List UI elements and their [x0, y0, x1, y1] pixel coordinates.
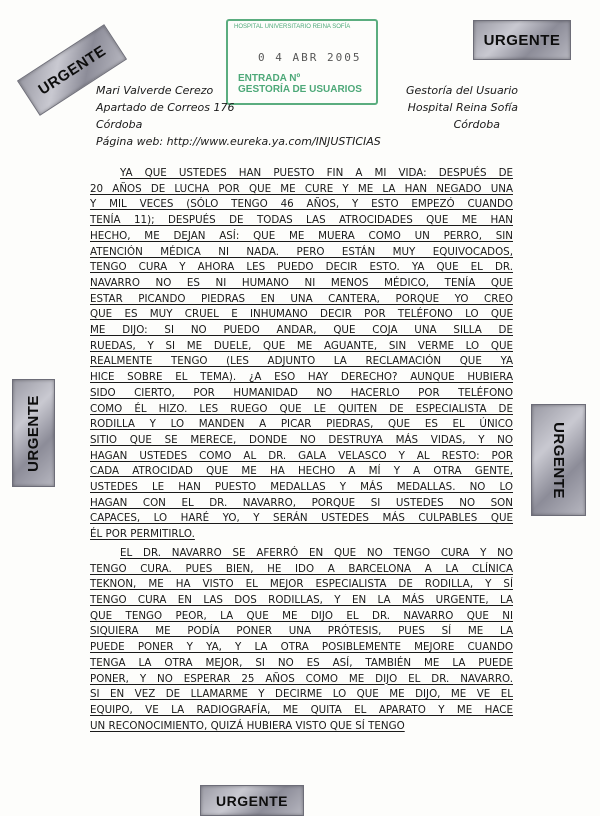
letter-line: TENGO CURA EN LAS DOS RODILLAS, Y EN LA MÁS URGENTE, LA: [90, 593, 513, 606]
letter-paragraph-2: [90, 546, 513, 734]
sender-address: [96, 82, 381, 150]
sender-postbox: Apartado de Correos 176: [96, 101, 235, 114]
letter-line: HECHO, ME DEJAN ASÍ: QUE ME MUERA COMO UN PERRO, SIN: [90, 229, 513, 242]
recipient-line1: Gestoría del Usuario: [406, 84, 518, 97]
recipient-line2: Hospital Reina Sofía: [407, 101, 518, 114]
letter-line: PONER, Y NO ESPERAR 25 AÑOS COMO ME DIJO EL DR. NAVARRO.: [90, 672, 513, 685]
urgente-sticker-bottom: URGENTE: [200, 785, 304, 816]
stamp-entry-line2: GESTORÍA DE USUARIOS: [238, 84, 362, 95]
letter-line: TENGO CURA Y AHORA LES PUEDO DECIR ESTO. YA QUE EL DR.: [90, 261, 513, 274]
letter-paragraph-1: [90, 166, 513, 543]
letter-line: PUEDE PONER Y YA, Y LA OTRA POSIBLEMENTE MEJORE CUANDO: [90, 641, 513, 654]
letter-line: RODILLA Y LO MANDEN A PICAR PIEDRAS, QUE ES EL ÚNICO: [90, 418, 513, 431]
letter-line: SIQUIERA ME PODÍA PONER UNA PRÓTESIS, PUES SÍ ME LA: [90, 625, 513, 638]
sender-city: Córdoba: [96, 118, 143, 131]
stamp-entry-line1: ENTRADA Nº: [238, 73, 301, 84]
letter-line: YA QUE USTEDES HAN PUESTO FIN A MI VIDA: DESPUÉS DE: [120, 167, 513, 179]
letter-line: ME DIJO: SI NO PUEDO ANDAR, QUE COJA UNA SILLA DE: [90, 324, 513, 337]
urgente-sticker-left: URGENTE: [12, 379, 55, 487]
sender-name: Mari Valverde Cerezo: [96, 84, 214, 97]
recipient-address: [398, 82, 518, 133]
letter-line: QUE ES MUY CRUEL E INHUMANO DECIR POR TELÉFONO LO QUE: [90, 308, 513, 321]
letter-line: HICE SOBRE EL TEMA). ¿A ESO HAY DERECHO? AUNQUE HUBIERA: [90, 371, 513, 384]
letter-line: Y MIL VECES (SÓLO TENGO 46 AÑOS, Y ESTO EMPEZÓ CUANDO: [90, 198, 513, 211]
letter-line: SITIO QUE SE MERECE, DONDE NO DESTRUYA MÁS VIDAS, Y NO: [90, 433, 513, 446]
sender-web: Página web: http://www.eureka.ya.com/INJUSTICIAS: [96, 135, 381, 148]
letter-line: COMO ÉL HIZO. LES RUEGO QUE LE QUITEN DE ESPECIALISTA DE: [90, 402, 513, 415]
stamp-header: HOSPITAL UNIVERSITARIO REINA SOFÍA: [234, 24, 351, 30]
letter-line: ESTAR PICANDO PIEDRAS EN UNA CANTERA, PORQUE YO CREO: [90, 292, 513, 305]
letter-line: CADA ATROCIDAD QUE ME HA HECHO A MÍ Y A OTRA GENTE,: [90, 465, 513, 478]
letter-line: TENÍA 11); DESPUÉS DE TODAS LAS ATROCIDADES QUE ME HAN: [90, 214, 513, 227]
letter-line: SIDO CIERTO, POR HUMANIDAD NO HACERLO POR TELÉFONO: [90, 386, 513, 399]
letter-line: UN RECONOCIMIENTO, QUIZÁ HUBIERA VISTO QUE SÍ TENGO: [90, 719, 405, 732]
letter-line: TEKNON, ME HA VISTO EL MEJOR ESPECIALISTA DE RODILLA, Y SÍ: [90, 578, 513, 591]
urgente-sticker-right: URGENTE: [531, 404, 586, 516]
urgente-sticker-top-left: URGENTE: [17, 24, 127, 116]
letter-line: REALMENTE TENGO (LES ADJUNTO LA RECLAMACIÓN QUE YA: [90, 355, 513, 368]
letter-line: USTEDES LE HAN PUESTO MEDALLAS Y MÁS MEDALLAS. NO LO: [90, 481, 513, 494]
letter-line: SI EN VEZ DE LLAMARME Y DECIRME LO QUE ME DIJO, ME VE EL: [90, 688, 513, 701]
stamp-date: 0 4 ABR 2005: [258, 51, 362, 64]
letter-line: HAGAN CON EL DR. NAVARRO, PORQUE SI USTEDES NO SON: [90, 496, 513, 509]
letter-line: CAPACES, LO HARÉ YO, Y SERÁN USTEDES MÁS CULPABLES QUE: [90, 512, 513, 525]
letter-line: NAVARRO NO ES NI HUMANO NI MENOS MÉDICO, TENÍA QUE: [90, 276, 513, 289]
urgente-sticker-top-right: URGENTE: [473, 20, 571, 60]
letter-line: 20 AÑOS DE LUCHA POR QUE ME CURE Y ME LA HAN NEGADO UNA: [90, 182, 513, 195]
letter-line: EQUIPO, VE LA RADIOGRAFÍA, ME QUITA EL APARATO Y ME HACE: [90, 703, 513, 716]
letter-line: TENGO CURA. PUES BIEN, HE IDO A BARCELONA A LA CLÍNICA: [90, 562, 513, 575]
letter-line: ÉL POR PERMITIRLO.: [90, 528, 195, 541]
recipient-line3: Córdoba: [453, 118, 500, 131]
letter-line: QUE TENGO PEOR, LA QUE ME DIJO EL DR. NAVARRO QUE NI: [90, 609, 513, 622]
letter-line: EL DR. NAVARRO SE AFERRÓ EN QUE NO TENGO CURA Y NO: [120, 546, 513, 559]
letter-line: RUEDAS, Y SI ME DUELE, QUE ME AGUANTE, SIN VERME LO QUE: [90, 339, 513, 352]
letter-line: HAGAN USTEDES COMO AL DR. GALA VELASCO Y AL RESTO: POR: [90, 449, 513, 462]
letter-body: [90, 166, 513, 734]
letter-line: ATENCIÓN MÉDICA NI NADA. PERO ESTÁN MUY EQUIVOCADOS,: [90, 245, 513, 258]
letter-line: TENGA LA OTRA MEJOR, SI NO ES ASÍ, TAMBIÉN ME LA PUEDE: [90, 656, 513, 669]
